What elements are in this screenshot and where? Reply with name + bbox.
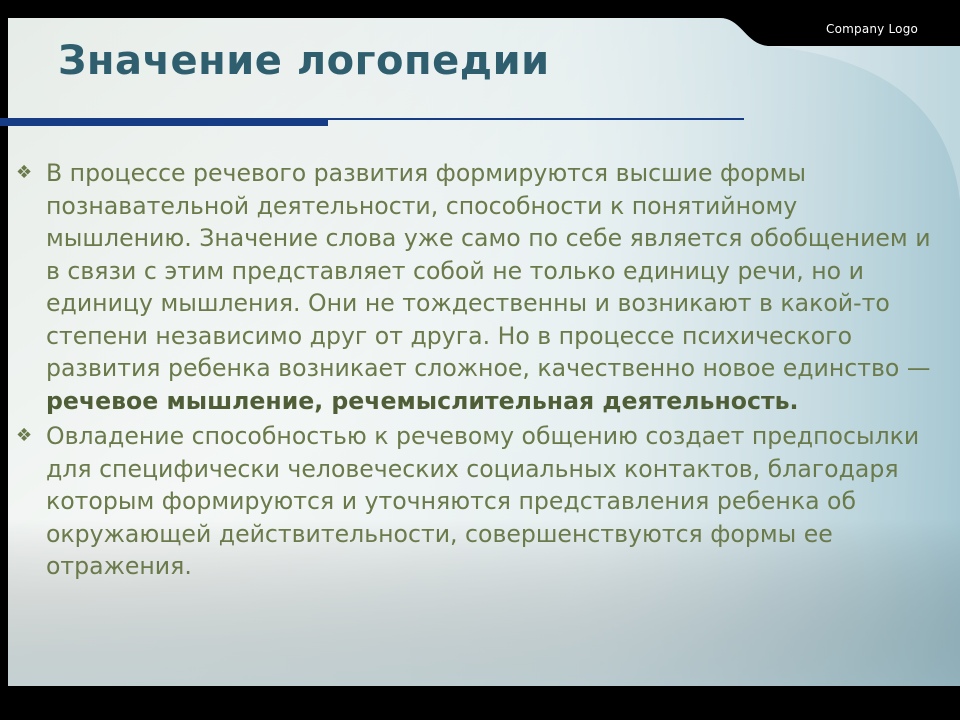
bullet-item bbox=[16, 157, 936, 417]
slide-body bbox=[16, 157, 936, 586]
bullet-item bbox=[16, 420, 936, 583]
company-logo: Company Logo bbox=[826, 22, 919, 36]
bullet-text: Овладение способностью к речевому общению создает предпосылки для специфически человеческих социальных контактов, благодаря которым формируются и уточняются представления ребенка об окружающей действительности, совершенствуются формы ее отражения. bbox=[46, 422, 920, 580]
bullet-emphasis: речевое мышление, речемыслительная деятельность. bbox=[46, 386, 799, 415]
bullet-text: В процессе речевого развития формируются высшие формы познавательной деятельности, способности к понятийному мышлению. Значение слова уже само по себе является обобщением и в связи с этим представляет собой не только единицу речи, но и единицу мышления. Они не тождественны и возникают в какой-то степени независимо друг от друга. Но в процессе психического развития ребенка возникает сложное, качественно новое единство — bbox=[46, 159, 931, 382]
diamond-bullet-icon: ❖ bbox=[16, 162, 33, 183]
diamond-bullet-icon: ❖ bbox=[16, 425, 33, 446]
slide-title: Значение логопедии bbox=[58, 38, 550, 84]
title-divider-accent bbox=[0, 118, 328, 126]
